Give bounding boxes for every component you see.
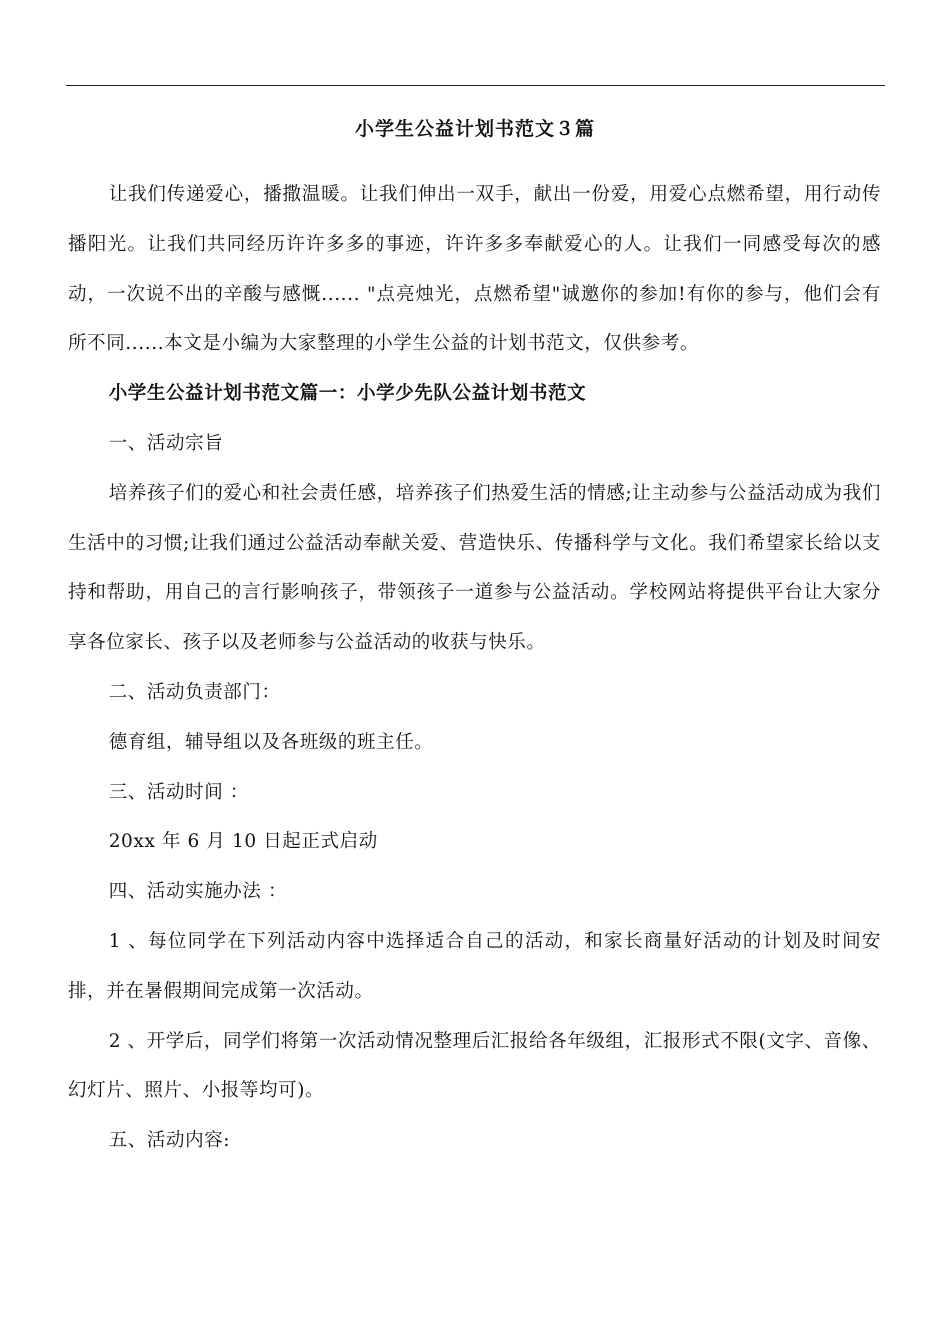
section-heading: 小学生公益计划书范文篇一：小学少先队公益计划书范文 [108, 383, 587, 405]
intro-paragraph: 让我们传递爱心，播撒温暖。让我们伸出一双手，献出一份爱，用爱心点燃希望，用行动传播阳光。让我们共同经历许许多多的事迹，许许多多奉献爱心的人。让我们一同感受每次的感动，一次说不出的辛酸与感慨...... "点亮烛光，点燃希望"诚邀你的参加!有你的参与，他们会有所不同......本文是小编为大家整理的小学生公益的计划书范文，仅供参考。 [68, 184, 881, 355]
section-item: 五、活动内容: [108, 1130, 231, 1152]
section-item: 四、活动实施办法 ： [108, 881, 288, 903]
document-title: 小学生公益计划书范文３篇 [354, 118, 595, 140]
section-item: 一、活动宗旨 [108, 432, 224, 454]
date-paragraph: 20xx 年 6 月 10 日起正式启动 [108, 831, 378, 853]
document-body [68, 170, 881, 1166]
section-item: 三、活动时间 ： [108, 781, 249, 803]
method-step-1: 1 、每位同学在下列活动内容中选择适合自己的活动，和家长商量好活动的计划及时间安排，并在暑假期间完成第一次活动。 [68, 930, 881, 1002]
method-step-2: 2 、开学后，同学们将第一次活动情况整理后汇报给各年级组，汇报形式不限(文字、音像、幻灯片、照片、小报等均可)。 [68, 1030, 881, 1102]
header-rule [66, 85, 885, 86]
purpose-paragraph: 培养孩子们的爱心和社会责任感，培养孩子们热爱生活的情感;让主动参与公益活动成为我们生活中的习惯;让我们通过公益活动奉献关爱、营造快乐、传播科学与文化。我们希望家长给以支持和帮助，用自己的言行影响孩子，带领孩子一道参与公益活动。学校网站将提供平台让大家分享各位家长、孩子以及老师参与公益活动的收获与快乐。 [68, 482, 881, 654]
department-paragraph: 德育组，辅导组以及各班级的班主任。 [108, 731, 434, 753]
section-item: 二、活动负责部门： [108, 681, 281, 703]
